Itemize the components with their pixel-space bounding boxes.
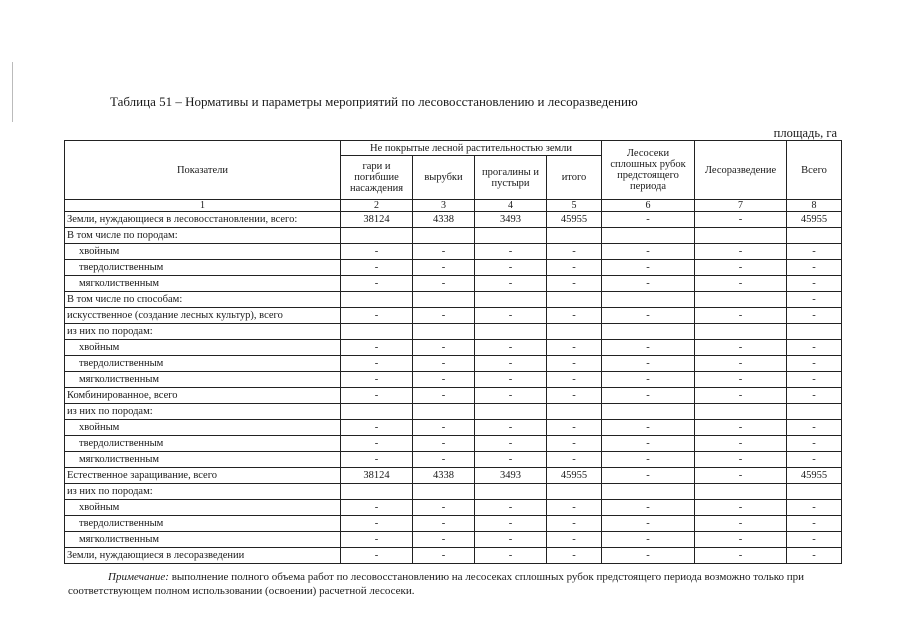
table-cell: - [475,260,547,276]
table-row [65,436,842,452]
table-row [65,452,842,468]
row-label: из них по породам: [65,484,341,500]
table-cell: - [413,388,475,404]
table-cell: - [413,340,475,356]
table-cell [695,324,787,340]
table-cell [475,484,547,500]
table-cell [475,228,547,244]
table-cell: - [787,436,842,452]
table-cell: - [602,260,695,276]
table-cell: 38124 [341,468,413,484]
table-cell [547,292,602,308]
table-cell [341,292,413,308]
table-cell: - [695,276,787,292]
table-cell: 45955 [787,468,842,484]
header-clearcuts: вырубки [413,156,475,200]
table-cell [787,324,842,340]
row-label: хвойным [65,500,341,516]
table-cell: - [695,372,787,388]
table-cell: - [341,340,413,356]
table-cell: - [602,356,695,372]
table-cell [602,404,695,420]
table-cell: - [695,532,787,548]
table-cell: - [695,468,787,484]
row-label: мягколиственным [65,532,341,548]
row-label: В том числе по способам: [65,292,341,308]
table-cell: - [341,308,413,324]
footnote-text: выполнение полного объема работ по лесовосстановлению на лесосеках сплошных рубок предстоящего периода возможно только при соответствующем полном использовании (освоении) расчетной лесосеки. [68,571,805,597]
table-cell: - [602,436,695,452]
column-number: 5 [547,200,602,212]
table-cell: - [413,356,475,372]
table-row [65,484,842,500]
table-cell: - [341,388,413,404]
table-cell: - [787,388,842,404]
table-cell: - [787,292,842,308]
table-cell: - [413,420,475,436]
table-cell: - [413,276,475,292]
table-cell: - [787,548,842,564]
row-label: Комбинированное, всего [65,388,341,404]
column-number: 3 [413,200,475,212]
table-cell [695,292,787,308]
table-row [65,260,842,276]
table-cell: - [602,388,695,404]
table-cell: - [413,532,475,548]
table-cell [413,484,475,500]
table-cell: - [695,500,787,516]
forest-restoration-table [64,140,842,564]
table-cell: - [787,452,842,468]
table-cell: - [602,276,695,292]
column-number: 1 [65,200,341,212]
unit-label: площадь, га [773,126,837,140]
table-cell: - [341,276,413,292]
table-cell: - [602,372,695,388]
table-cell [695,228,787,244]
table-title: Таблица 51 – Нормативы и параметры мероприятий по лесовосстановлению и лесоразведению [110,94,638,109]
table-cell: - [475,516,547,532]
row-label: твердолиственным [65,516,341,532]
table-cell: - [695,244,787,260]
table-cell: - [475,532,547,548]
table-cell: - [475,500,547,516]
table-cell: - [341,452,413,468]
table-row [65,420,842,436]
table-cell [413,404,475,420]
table-row [65,228,842,244]
row-label: из них по породам: [65,324,341,340]
table-cell: - [341,500,413,516]
table-cell [602,324,695,340]
row-label: Земли, нуждающиеся в лесовосстановлении, всего: [65,212,341,228]
table-cell [787,228,842,244]
table-cell: - [602,308,695,324]
header-afforestation: Лесоразведение [695,141,787,200]
table-row [65,532,842,548]
table-cell: 3493 [475,212,547,228]
table-cell: - [602,212,695,228]
table-cell: - [787,244,842,260]
table-cell: - [547,500,602,516]
table-cell [475,404,547,420]
table-cell: - [602,532,695,548]
table-cell: 4338 [413,212,475,228]
table-cell: - [695,340,787,356]
table-cell: - [475,372,547,388]
table-row [65,388,842,404]
table-cell [413,324,475,340]
table-cell: - [787,260,842,276]
table-cell: - [413,244,475,260]
table-cell: - [413,516,475,532]
table-cell: - [475,388,547,404]
row-label: хвойным [65,244,341,260]
table-cell: - [547,420,602,436]
row-label: твердолиственным [65,356,341,372]
table-cell: - [475,420,547,436]
table-row [65,356,842,372]
table-cell: - [602,340,695,356]
table-cell: - [341,516,413,532]
table-cell: - [695,388,787,404]
table-cell [787,484,842,500]
table-cell: - [787,340,842,356]
table-cell: - [475,436,547,452]
table-row [65,276,842,292]
column-number: 6 [602,200,695,212]
column-number: 4 [475,200,547,212]
table-cell [547,324,602,340]
table-cell: - [475,356,547,372]
header-uncovered-lands: Не покрытые лесной растительностью земли [341,141,602,156]
table-cell: - [547,548,602,564]
table-cell: - [341,548,413,564]
table-cell: - [695,452,787,468]
table-cell: - [547,372,602,388]
footnote-label: Примечание: [108,571,169,583]
header-indicator: Показатели [65,141,341,200]
table-cell: 45955 [787,212,842,228]
table-cell: - [341,372,413,388]
table-cell: - [547,436,602,452]
table-cell: - [695,516,787,532]
table-cell: - [695,212,787,228]
table-cell [475,324,547,340]
table-cell: - [341,436,413,452]
table-cell: - [602,468,695,484]
table-cell: 3493 [475,468,547,484]
table-cell: - [787,308,842,324]
table-cell [341,484,413,500]
table-cell [413,292,475,308]
table-cell [787,404,842,420]
table-cell: - [475,308,547,324]
table-cell: - [547,532,602,548]
table-cell: - [475,276,547,292]
table-cell: 45955 [547,212,602,228]
table-cell: 45955 [547,468,602,484]
table-cell: - [602,244,695,260]
table-cell: - [413,548,475,564]
row-label: хвойным [65,420,341,436]
table-row [65,468,842,484]
table-cell: 4338 [413,468,475,484]
table-cell: - [475,548,547,564]
table-body [65,212,842,564]
row-label: Естественное заращивание, всего [65,468,341,484]
table-cell: - [695,308,787,324]
table-cell: - [341,244,413,260]
table-cell: - [547,388,602,404]
header-total: Всего [787,141,842,200]
row-label: Земли, нуждающиеся в лесоразведении [65,548,341,564]
table-cell: - [787,276,842,292]
column-number: 2 [341,200,413,212]
table-cell: - [695,436,787,452]
table-row [65,372,842,388]
table-row [65,292,842,308]
table-cell: - [602,500,695,516]
table-cell: - [413,308,475,324]
table-cell: - [413,500,475,516]
table-row [65,324,842,340]
table-cell [547,404,602,420]
table-cell: - [695,356,787,372]
table-cell: - [547,308,602,324]
table-cell [695,484,787,500]
header-glades: прогалины и пустыри [475,156,547,200]
column-number-row [65,200,842,212]
table-row [65,500,842,516]
row-label: В том числе по породам: [65,228,341,244]
table-cell: - [547,452,602,468]
table-cell: - [695,420,787,436]
table-cell: 38124 [341,212,413,228]
table-cell: - [413,436,475,452]
table-cell: - [787,532,842,548]
table-cell: - [547,244,602,260]
scan-edge-mark [12,62,13,122]
table-cell [547,484,602,500]
table-cell: - [413,260,475,276]
table-cell: - [602,548,695,564]
column-number: 7 [695,200,787,212]
table-cell [602,228,695,244]
table-row [65,308,842,324]
header-cutting-areas: Лесосеки сплошных рубок предстоящего периода [602,141,695,200]
table-cell: - [695,548,787,564]
column-number: 8 [787,200,842,212]
header-subtotal: итого [547,156,602,200]
table-cell [341,404,413,420]
table-cell: - [547,356,602,372]
table-cell: - [602,452,695,468]
row-label: из них по породам: [65,404,341,420]
table-row [65,340,842,356]
row-label: мягколиственным [65,452,341,468]
table-row [65,548,842,564]
table-cell: - [787,500,842,516]
table-cell [341,228,413,244]
footnote [68,570,840,598]
table-row [65,516,842,532]
table-cell: - [475,452,547,468]
table-cell: - [787,420,842,436]
table-row [65,244,842,260]
table-cell [602,484,695,500]
table-cell: - [787,516,842,532]
row-label: хвойным [65,340,341,356]
table-cell: - [475,244,547,260]
table-cell [695,404,787,420]
table-cell: - [602,420,695,436]
table-cell: - [602,516,695,532]
table-row [65,404,842,420]
table-cell: - [787,372,842,388]
table-cell: - [341,356,413,372]
table-cell: - [547,340,602,356]
table-cell: - [547,516,602,532]
table-cell: - [413,452,475,468]
table-cell: - [341,532,413,548]
row-label: мягколиственным [65,276,341,292]
table-cell [341,324,413,340]
row-label: твердолиственным [65,260,341,276]
table-cell: - [475,340,547,356]
table-cell [602,292,695,308]
table-cell [547,228,602,244]
row-label: твердолиственным [65,436,341,452]
table-cell: - [341,420,413,436]
table-row [65,212,842,228]
table-cell [475,292,547,308]
table-cell: - [413,372,475,388]
header-burns: гари и погибшие насаждения [341,156,413,200]
table-cell: - [787,356,842,372]
row-label: мягколиственным [65,372,341,388]
table-cell: - [547,276,602,292]
table-cell: - [695,260,787,276]
table-cell: - [341,260,413,276]
row-label: искусственное (создание лесных культур), всего [65,308,341,324]
table-cell: - [547,260,602,276]
table-cell [413,228,475,244]
